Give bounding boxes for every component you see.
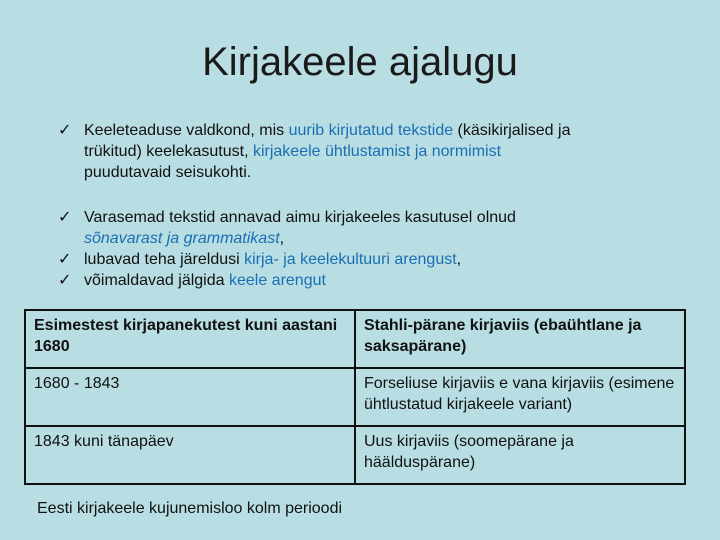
slide-title: Kirjakeele ajalugu	[202, 40, 518, 84]
bullet-text: võimaldavad jälgida	[84, 272, 229, 289]
checkmark-icon: ✓	[58, 122, 72, 139]
bullet-text: Keeleteaduse valdkond, mis	[84, 122, 289, 139]
orthography-cell: Uus kirjaviis (soomepärane ja häälduspärane)	[355, 426, 685, 484]
highlight-text: kirja- ja keelekultuuri arengust	[244, 251, 457, 268]
highlight-text: kirjakeele ühtlustamist ja normimist	[252, 143, 502, 160]
orthography-cell: Stahli-pärane kirjaviis (ebaühtlane ja saksapärane)	[355, 310, 685, 368]
table-row	[25, 426, 685, 484]
bullet-text: puudutavaid seisukohti.	[84, 164, 252, 181]
bullet-text: trükitud) keelekasutust,	[84, 143, 253, 160]
table-row	[25, 310, 685, 368]
table-caption: Eesti kirjakeele kujunemisloo kolm perioodi	[37, 500, 343, 517]
bullet-item-conclusions	[58, 249, 658, 270]
bullet-text: ,	[456, 251, 462, 268]
checkmark-icon: ✓	[58, 272, 72, 289]
bullet-item-development	[58, 270, 658, 291]
checkmark-icon: ✓	[58, 251, 72, 268]
bullet-item-definition	[58, 120, 658, 183]
bullet-text: ,	[279, 230, 285, 247]
highlight-text: keele arengut	[228, 272, 326, 289]
highlight-text: uurib kirjutatud tekstide	[288, 122, 454, 139]
periods-table	[24, 309, 686, 485]
period-cell: Esimestest kirjapanekutest kuni aastani 1680	[25, 310, 355, 368]
period-cell: 1843 kuni tänapäev	[25, 426, 355, 484]
bullet-text: (käsikirjalised ja	[453, 122, 571, 139]
orthography-cell: Forseliuse kirjaviis e vana kirjaviis (esimene ühtlustatud kirjakeele variant)	[355, 368, 685, 426]
highlight-text: sõnavarast ja grammatikast	[84, 230, 280, 247]
bullet-item-vocabulary	[58, 207, 658, 249]
period-cell: 1680 - 1843	[25, 368, 355, 426]
table-row	[25, 368, 685, 426]
bullet-list	[58, 120, 658, 291]
checkmark-icon: ✓	[58, 209, 72, 226]
bullet-text: lubavad teha järeldusi	[84, 251, 245, 268]
bullet-text: Varasemad tekstid annavad aimu kirjakeeles kasutusel olnud	[84, 209, 516, 226]
